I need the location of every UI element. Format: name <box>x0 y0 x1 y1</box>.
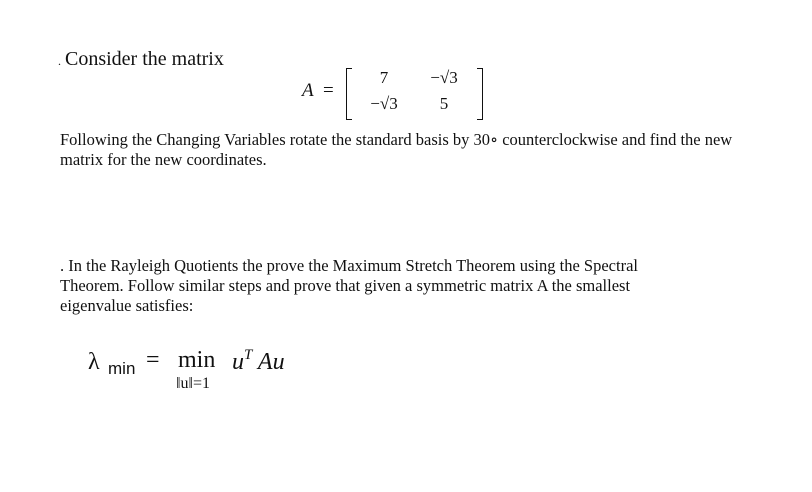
matrix-cell-1-2: −√3 <box>430 68 458 87</box>
formula-Au: Au <box>257 349 285 375</box>
matrix-equals: = <box>323 80 334 101</box>
formula-constraint: ‖u‖=1 <box>176 375 211 392</box>
matrix-left-bracket <box>346 68 352 120</box>
matrix-cell-2-1: −√3 <box>370 94 398 113</box>
matrix-symbol: A <box>302 80 314 101</box>
matrix-cell-2-2: 5 <box>439 94 449 113</box>
question-2-body: . In the Rayleigh Quotients the prove the Maximum Stretch Theorem using the Spectral Theorem. Follow similar steps and prove that given a symmetric matrix A the smallest eigenvalue satisfies: <box>60 256 638 315</box>
question-1-body: Following the Changing Variables rotate the standard basis by 30∘ counterclockwise and find the new matrix for the new coordinates. <box>60 130 733 169</box>
matrix-cell-1-1: 7 <box>379 68 389 87</box>
matrix-A <box>302 66 492 120</box>
formula-u: u <box>232 349 244 375</box>
lambda-min-formula <box>88 345 348 405</box>
question-1-title <box>58 48 224 71</box>
question-1-title-text: Consider the matrix <box>65 48 224 70</box>
formula-transpose: T <box>244 347 253 363</box>
formula-lambda: λ <box>88 349 100 375</box>
formula-expression <box>232 347 285 376</box>
question-1-marker: . <box>58 54 61 68</box>
formula-lambda-subscript: min <box>108 359 136 378</box>
formula-min-operator: min <box>178 347 216 373</box>
formula-equals: = <box>146 347 160 373</box>
matrix-right-bracket <box>477 68 483 120</box>
